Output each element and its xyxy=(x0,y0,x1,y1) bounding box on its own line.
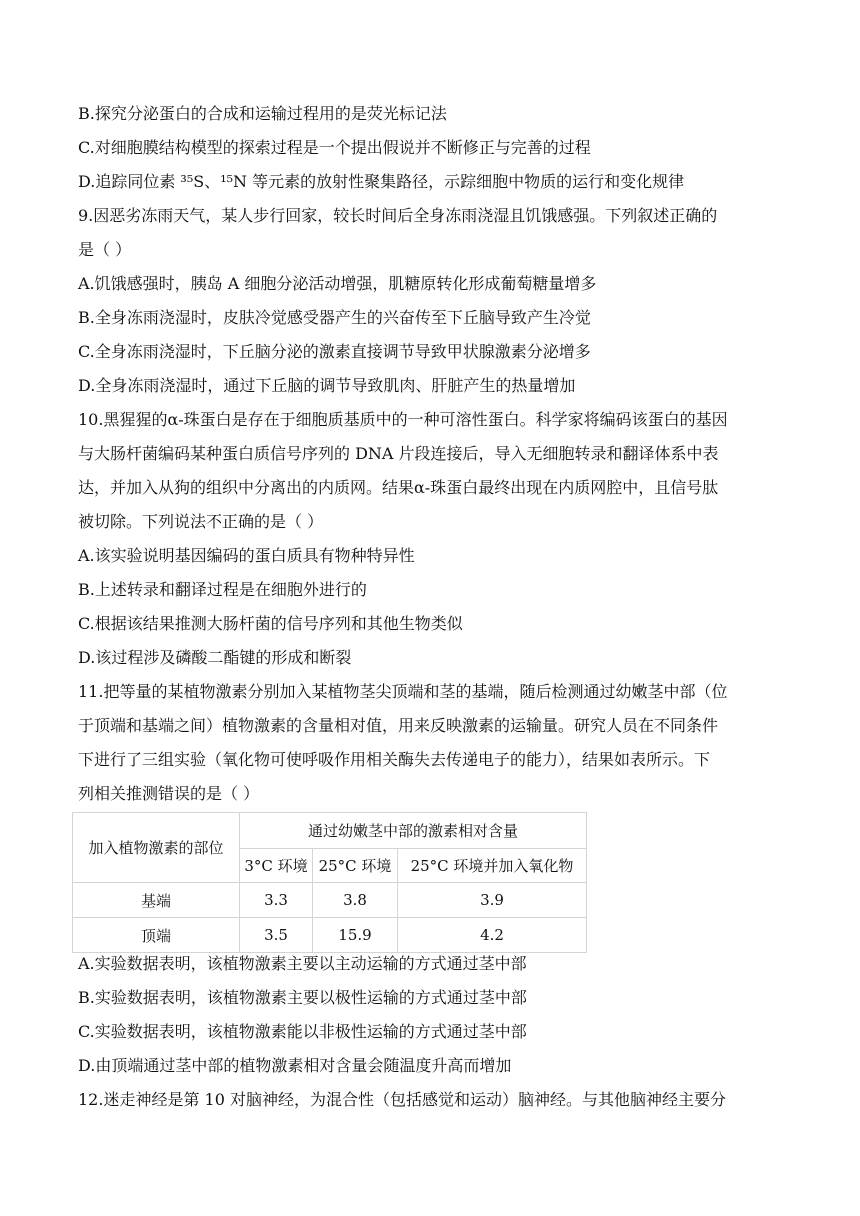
question-9-line-1: 9.因恶劣冻雨天气，某人步行回家，较长时间后全身冻雨浇湿且饥饿感强。下列叙述正确的 xyxy=(78,206,718,225)
option-11b: B.实验数据表明，该植物激素主要以极性运输的方式通过茎中部 xyxy=(78,988,527,1007)
option-10a: A.该实验说明基因编码的蛋白质具有物种特异性 xyxy=(78,546,415,565)
option-9b: B.全身冻雨浇湿时，皮肤冷觉感受器产生的兴奋传至下丘脑导致产生冷觉 xyxy=(78,308,591,327)
option-11a: A.实验数据表明，该植物激素主要以主动运输的方式通过茎中部 xyxy=(78,954,527,973)
question-11-line-4: 列相关推测错误的是（ ） xyxy=(78,784,260,803)
question-12-line-1: 12.迷走神经是第 10 对脑神经，为混合性（包括感觉和运动）脑神经。与其他脑神经主要分 xyxy=(78,1090,726,1109)
option-10c: C.根据该结果推测大肠杆菌的信号序列和其他生物类似 xyxy=(78,614,463,633)
table-row-label: 基端 xyxy=(73,883,240,918)
question-11-line-1: 11.把等量的某植物激素分别加入某植物茎尖顶端和茎的基端，随后检测通过幼嫩茎中部（位 xyxy=(78,682,728,701)
question-10-line-3: 达，并加入从狗的组织中分离出的内质网。结果α-珠蛋白最终出现在内质网腔中，且信号肽 xyxy=(78,478,719,497)
question-10-line-4: 被切除。下列说法不正确的是（ ） xyxy=(78,512,324,531)
question-11-line-3: 下进行了三组实验（氧化物可使呼吸作用相关酶失去传递电子的能力），结果如表所示。下 xyxy=(78,750,711,769)
option-10b: B.上述转录和翻译过程是在细胞外进行的 xyxy=(78,580,367,599)
table-group-header: 通过幼嫩茎中部的激素相对含量 xyxy=(240,813,587,849)
table-cell: 3.5 xyxy=(240,918,313,953)
option-8d: D.追踪同位素 ³⁵S、¹⁵N 等元素的放射性聚集路径，示踪细胞中物质的运行和变化规律 xyxy=(78,172,685,191)
question-10-line-2: 与大肠杆菌编码某种蛋白质信号序列的 DNA 片段连接后，导入无细胞转录和翻译体系中表 xyxy=(78,444,719,463)
table-cell: 3.9 xyxy=(398,883,587,918)
table-cell: 3.8 xyxy=(313,883,398,918)
table-row xyxy=(73,883,587,918)
option-11c: C.实验数据表明，该植物激素能以非极性运输的方式通过茎中部 xyxy=(78,1022,527,1041)
question-9-line-2: 是（ ） xyxy=(78,240,132,259)
table-column-header: 25°C 环境 xyxy=(313,849,398,883)
experiment-table xyxy=(72,812,587,953)
option-11d: D.由顶端通过茎中部的植物激素相对含量会随温度升高而增加 xyxy=(78,1056,512,1075)
question-10-line-1: 10.黑猩猩的α-珠蛋白是存在于细胞质基质中的一种可溶性蛋白。科学家将编码该蛋白的基因 xyxy=(78,410,728,429)
option-8b: B.探究分泌蛋白的合成和运输过程用的是荧光标记法 xyxy=(78,104,447,123)
table-row-label: 顶端 xyxy=(73,918,240,953)
option-8c: C.对细胞膜结构模型的探索过程是一个提出假说并不断修正与完善的过程 xyxy=(78,138,591,157)
table-row xyxy=(73,918,587,953)
table-row-header: 加入植物激素的部位 xyxy=(73,813,240,883)
table-column-header: 3°C 环境 xyxy=(240,849,313,883)
option-10d: D.该过程涉及磷酸二酯键的形成和断裂 xyxy=(78,648,352,667)
table-cell: 3.3 xyxy=(240,883,313,918)
option-9d: D.全身冻雨浇湿时，通过下丘脑的调节导致肌肉、肝脏产生的热量增加 xyxy=(78,376,576,395)
option-9c: C.全身冻雨浇湿时，下丘脑分泌的激素直接调节导致甲状腺激素分泌增多 xyxy=(78,342,591,361)
option-9a: A.饥饿感强时，胰岛 A 细胞分泌活动增强，肌糖原转化形成葡萄糖量增多 xyxy=(78,274,597,293)
table-column-header: 25°C 环境并加入氧化物 xyxy=(398,849,587,883)
table-cell: 15.9 xyxy=(313,918,398,953)
question-11-line-2: 于顶端和基端之间）植物激素的含量相对值，用来反映激素的运输量。研究人员在不同条件 xyxy=(78,716,719,735)
table-cell: 4.2 xyxy=(398,918,587,953)
